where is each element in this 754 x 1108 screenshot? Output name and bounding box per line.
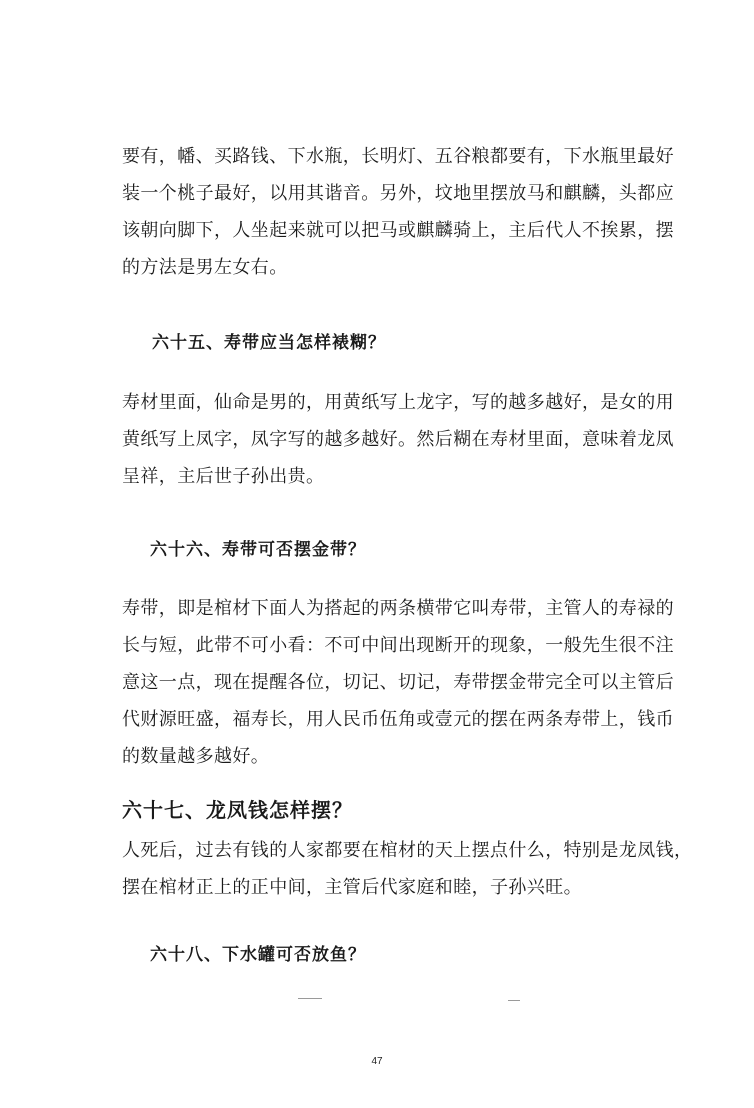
text-line: 黄纸写上凤字，凤字写的越多越好。然后糊在寿材里面，意味着龙凤 [122,429,674,450]
text-line: 寿带，即是棺材下面人为搭起的两条横带它叫寿带，主管人的寿禄的 [122,598,674,619]
text-line: 呈祥，主后世子孙出贵。 [122,466,325,487]
text-line: 该朝向脚下，人坐起来就可以把马或麒麟骑上，主后代人不挨累，摆 [122,220,674,241]
scan-mark [298,998,322,999]
text-line: 代财源旺盛，福寿长，用人民币伍角或壹元的摆在两条寿带上，钱币 [122,709,674,730]
section-67-heading: 六十七、龙凤钱怎样摆？ [122,798,353,822]
text-line: 的数量越多越好。 [122,746,270,767]
page-number: 47 [371,1056,383,1067]
section-67-paragraph [122,832,693,906]
scan-mark [508,1000,520,1001]
intro-paragraph [122,138,674,286]
text-line: 长与短，此带不可小看：不可中间出现断开的现象，一般先生很不注 [122,635,674,656]
text-line: 寿材里面，仙命是男的，用黄纸写上龙字，写的越多越好，是女的用 [122,392,674,413]
section-66-heading: 六十六、寿带可否摆金带？ [150,540,366,560]
text-line: 人死后，过去有钱的人家都要在棺材的天上摆点什么，特别是龙凤钱， [122,840,693,861]
section-66-paragraph [122,590,674,775]
text-line: 装一个桃子最好，以用其谐音。另外，坟地里摆放马和麒麟，头都应 [122,183,674,204]
text-line: 意这一点，现在提醒各位，切记、切记，寿带摆金带完全可以主管后 [122,672,674,693]
section-65-heading: 六十五、寿带应当怎样裱糊？ [152,333,386,353]
text-line: 要有，幡、买路钱、下水瓶，长明灯、五谷粮都要有，下水瓶里最好 [122,146,674,167]
section-65-paragraph [122,384,674,495]
text-line: 摆在棺材正上的正中间，主管后代家庭和睦，子孙兴旺。 [122,877,582,898]
text-line: 的方法是男左女右。 [122,257,288,278]
section-68-heading: 六十八、下水罐可否放鱼？ [150,945,366,965]
